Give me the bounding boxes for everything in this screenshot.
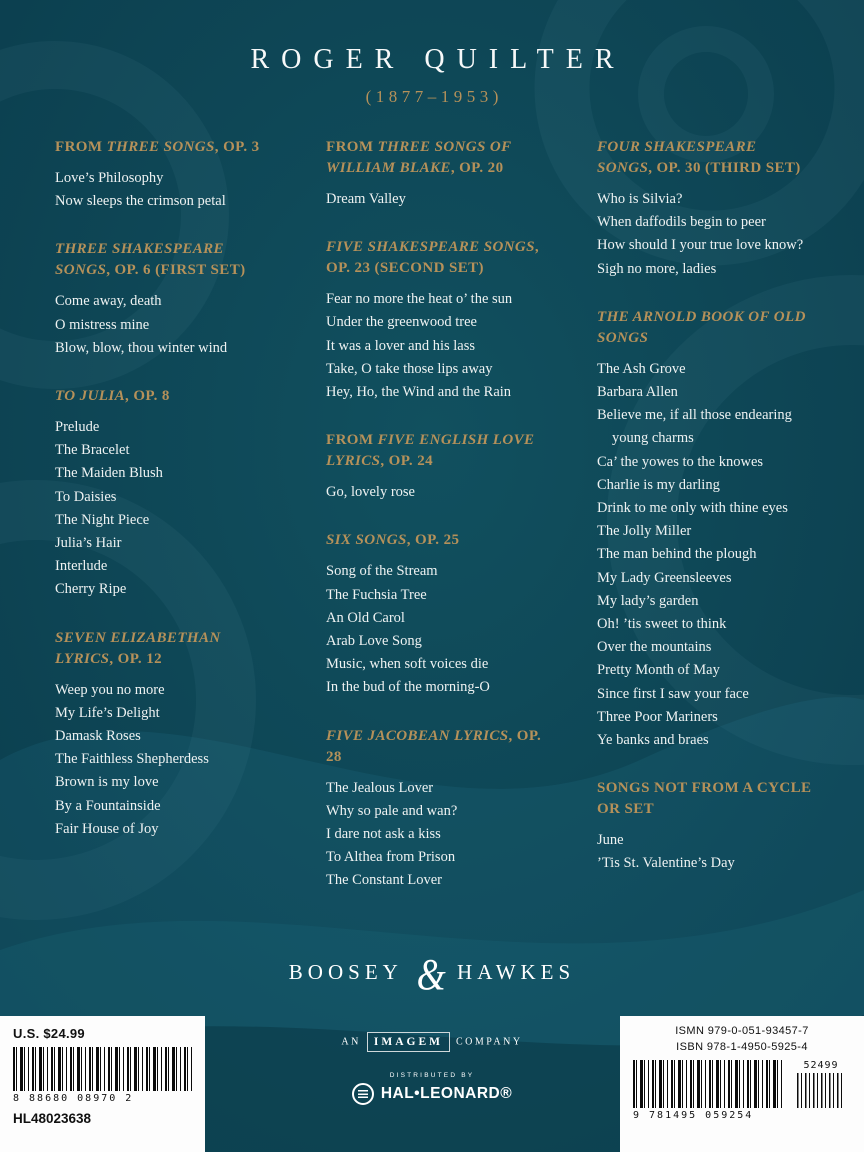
song-title: Three Poor Mariners	[597, 708, 718, 725]
song-title: Cherry Ripe	[55, 581, 127, 598]
boosey-hawkes-logo: BOOSEY & HAWKES	[288, 950, 576, 999]
work-heading: THE ARNOLD BOOK OF OLD SONGS	[597, 308, 806, 346]
work-heading: FIVE SHAKESPEARE SONGS, OP. 23 (SECOND SET)	[326, 239, 540, 277]
song-title: An Old Carol	[326, 609, 405, 626]
imagem-an-label: AN	[341, 1036, 361, 1048]
song-title: Barbara Allen	[597, 384, 678, 401]
work-heading: TO JULIA, OP. 8	[55, 388, 170, 405]
composer-name: ROGER QUILTER	[250, 44, 626, 75]
song-title: To Daisies	[55, 488, 117, 505]
song-title: Blow, blow, thou winter wind	[55, 339, 228, 356]
work-section	[55, 628, 272, 841]
song-title: Dream Valley	[326, 191, 406, 207]
work-section	[597, 137, 814, 281]
song-title: The Jealous Lover	[326, 779, 434, 796]
imagem-logo: IMAGEM	[367, 1032, 450, 1052]
song-list	[55, 290, 272, 360]
work-section	[326, 530, 543, 699]
song-title: June	[597, 832, 624, 849]
song-title: To Althea from Prison	[326, 849, 456, 866]
song-title: Hey, Ho, the Wind and the Rain	[326, 384, 512, 401]
song-list	[326, 288, 543, 404]
work-section	[326, 726, 543, 893]
song-title: By a Fountainside	[55, 797, 161, 814]
song-title: Now sleeps the crimson petal	[55, 193, 226, 210]
imagem-company-label: COMPANY	[455, 1036, 523, 1048]
song-title: The man behind the plough	[597, 546, 757, 563]
song-list	[55, 679, 272, 841]
song-title: Prelude	[55, 419, 100, 436]
song-title: The Maiden Blush	[55, 465, 163, 482]
work-section	[326, 237, 543, 404]
distributed-by-label: DISTRIBUTED BY	[389, 1072, 475, 1079]
song-list	[597, 358, 814, 752]
song-title: The Bracelet	[55, 442, 130, 459]
song-title: Arab Love Song	[326, 633, 422, 650]
ean-addon-digits: 52499	[803, 1060, 839, 1071]
ean-addon-barcode	[797, 1073, 845, 1108]
song-list	[55, 416, 272, 602]
song-title: Go, lovely rose	[326, 484, 415, 501]
song-title: It was a lover and his lass	[326, 337, 475, 354]
song-title: Take, O take those lips away	[326, 360, 493, 377]
song-title: Julia’s Hair	[55, 535, 122, 552]
song-title: The Jolly Miller	[597, 523, 692, 540]
publisher-name-left: BOOSEY	[288, 960, 403, 984]
song-title: Ye banks and braes	[597, 732, 709, 749]
song-title: My lady’s garden	[597, 592, 699, 609]
song-columns	[0, 107, 864, 919]
upc-digits: 8 88680 08970 2	[13, 1093, 134, 1104]
song-title: Ca’ the yowes to the knowes	[597, 453, 764, 470]
song-list	[326, 777, 543, 893]
song-title: Drink to me only with thine eyes	[597, 500, 788, 517]
song-title: Who is Silvia?	[597, 191, 683, 207]
song-title: Fear no more the heat o’ the sun	[326, 291, 513, 308]
work-heading: SIX SONGS, OP. 25	[326, 532, 460, 549]
ean-addon	[785, 1060, 851, 1108]
song-title: Since first I saw your face	[597, 685, 749, 702]
song-list	[326, 481, 543, 504]
work-heading: FROM FIVE ENGLISH LOVE LYRICS, OP. 24	[326, 432, 535, 470]
song-column	[326, 137, 543, 919]
song-title: Weep you no more	[55, 681, 165, 698]
song-list	[326, 188, 543, 211]
work-heading: SONGS NOT FROM A CYCLE OR SET	[597, 780, 812, 818]
song-title: My Life’s Delight	[55, 704, 160, 721]
song-title: I dare not ask a kiss	[326, 826, 441, 843]
hal-leonard-icon	[352, 1083, 374, 1105]
song-title: ’Tis St. Valentine’s Day	[597, 855, 735, 872]
song-title: Why so pale and wan?	[326, 802, 458, 819]
song-title: Under the greenwood tree	[326, 314, 477, 331]
song-title: Interlude	[55, 558, 108, 575]
work-heading: THREE SHAKESPEARE SONGS, OP. 6 (FIRST SET)	[55, 241, 246, 279]
song-title: The Night Piece	[55, 511, 150, 528]
song-title: O mistress mine	[55, 316, 150, 333]
work-section	[597, 307, 814, 752]
song-title: The Faithless Shepherdess	[55, 751, 209, 768]
work-section	[55, 386, 272, 602]
ean-digits: 9 781495 059254	[633, 1110, 754, 1121]
song-title: Believe me, if all those endearing young charms	[597, 407, 792, 447]
work-section	[55, 137, 272, 213]
work-heading: SEVEN ELIZABETHAN LYRICS, OP. 12	[55, 629, 221, 667]
song-column	[597, 137, 814, 902]
song-title: Love’s Philosophy	[55, 170, 164, 186]
song-title: My Lady Greensleeves	[597, 569, 732, 586]
composer-dates: (1877–1953)	[365, 87, 503, 106]
publisher-name-right: HAWKES	[457, 960, 576, 984]
song-title: Oh! ’tis sweet to think	[597, 616, 727, 633]
song-title: Music, when soft voices die	[326, 656, 489, 673]
isbn-barcode-panel	[620, 1016, 864, 1152]
price-barcode-panel	[0, 1016, 205, 1152]
cover-header	[0, 0, 864, 107]
hal-leonard-wordmark: HAL•LEONARD®	[380, 1085, 513, 1102]
song-list	[597, 829, 814, 875]
song-title: Song of the Stream	[326, 563, 438, 580]
work-section	[326, 430, 543, 504]
song-title: Damask Roses	[55, 728, 141, 745]
song-list	[55, 167, 272, 213]
upc-barcode	[13, 1047, 192, 1091]
song-title: When daffodils begin to peer	[597, 214, 766, 231]
work-heading: FROM THREE SONGS, OP. 3	[55, 139, 260, 155]
song-list	[326, 560, 543, 699]
isbn-number: ISBN 978-1-4950-5925-4	[676, 1041, 808, 1053]
work-heading: FIVE JACOBEAN LYRICS, OP. 28	[326, 727, 542, 765]
song-title: In the bud of the morning-O	[326, 679, 490, 696]
song-title: Pretty Month of May	[597, 662, 720, 679]
song-title: Over the mountains	[597, 639, 712, 656]
catalog-number: HL48023638	[13, 1111, 92, 1126]
song-title: The Ash Grove	[597, 360, 686, 377]
ismn-number: ISMN 979-0-051-93457-7	[675, 1025, 809, 1037]
price-label: U.S. $24.99	[13, 1026, 85, 1041]
song-title: Charlie is my darling	[597, 476, 720, 493]
song-title: Come away, death	[55, 293, 162, 310]
song-column	[55, 137, 272, 867]
work-section	[326, 137, 543, 211]
song-title: Sigh no more, ladies	[597, 260, 717, 277]
song-title: Brown is my love	[55, 774, 159, 791]
song-title: How should I your true love know?	[597, 237, 804, 254]
work-heading: FROM THREE SONGS OF WILLIAM BLAKE, OP. 20	[326, 139, 512, 176]
work-heading: FOUR SHAKESPEARE SONGS, OP. 30 (THIRD SET)	[597, 139, 801, 176]
ean-barcode	[633, 1060, 785, 1108]
song-title: Fair House of Joy	[55, 820, 159, 837]
song-title: The Fuchsia Tree	[326, 586, 427, 603]
song-list	[597, 188, 814, 281]
work-section	[597, 778, 814, 875]
work-section	[55, 239, 272, 360]
song-title: The Constant Lover	[326, 872, 442, 889]
